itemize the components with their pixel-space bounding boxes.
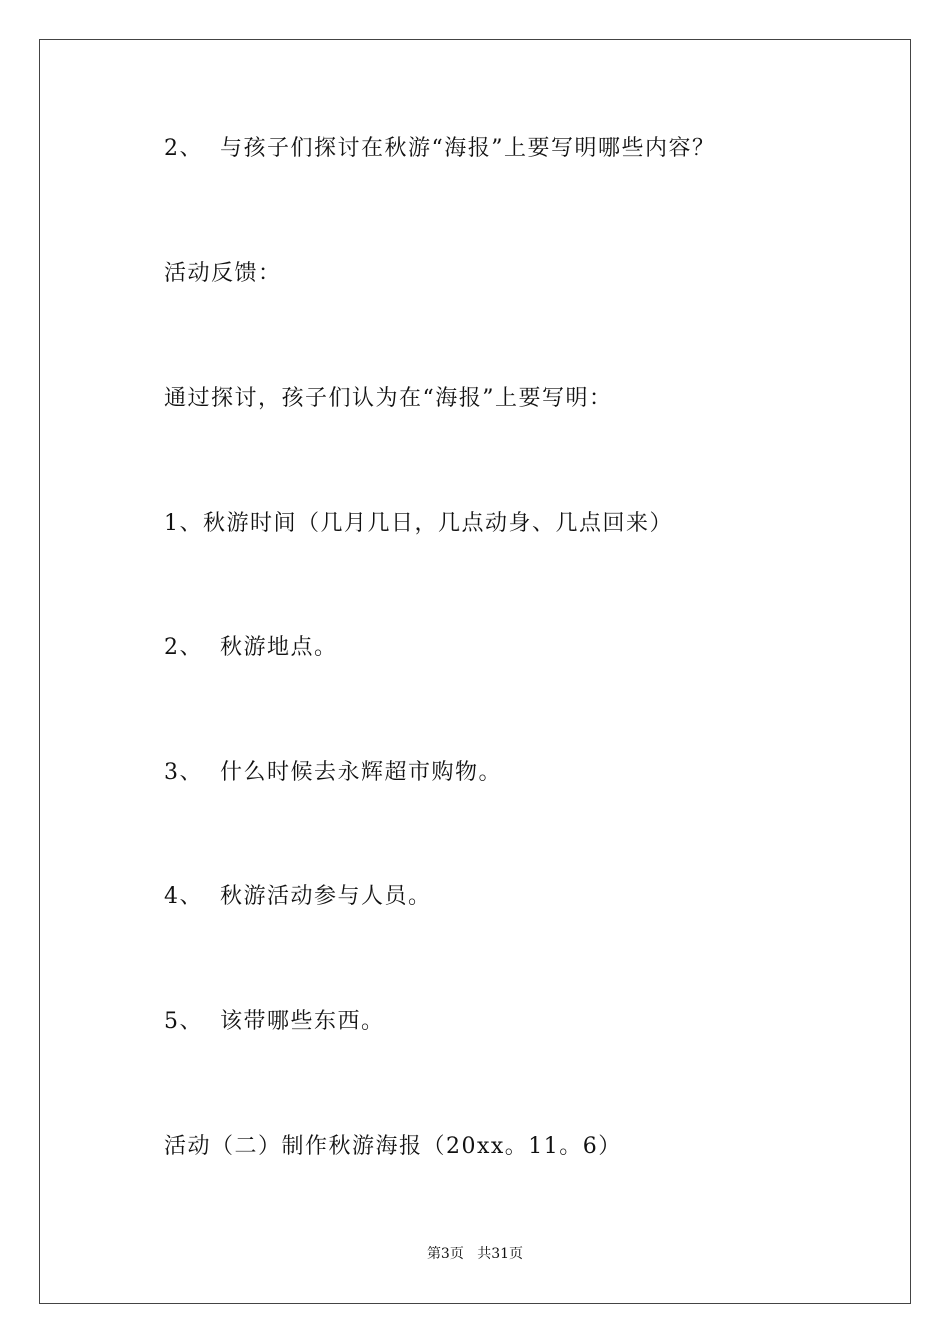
list-item-outing-time: 1、秋游时间（几月几日，几点动身、几点回来） xyxy=(164,511,673,536)
paragraph-discussion-question: 2、 与孩子们探讨在秋游“海报”上要写明哪些内容？ xyxy=(164,136,716,161)
paragraph-activity-two-heading: 活动（二）制作秋游海报（20xx。11。6） xyxy=(164,1134,622,1159)
page-total: 共31页 xyxy=(477,1246,524,1262)
list-item-outing-location: 2、 秋游地点。 xyxy=(164,635,338,660)
page-border xyxy=(39,39,911,1304)
page-footer xyxy=(0,1245,950,1263)
page-number: 第3页 xyxy=(426,1246,464,1262)
list-item-items-to-bring: 5、 该带哪些东西。 xyxy=(164,1009,385,1034)
paragraph-activity-feedback-heading: 活动反馈： xyxy=(164,261,282,286)
paragraph-feedback-intro: 通过探讨，孩子们认为在“海报”上要写明： xyxy=(164,386,613,411)
list-item-participants: 4、 秋游活动参与人员。 xyxy=(164,884,432,909)
list-item-shopping-time: 3、 什么时候去永辉超市购物。 xyxy=(164,760,502,785)
